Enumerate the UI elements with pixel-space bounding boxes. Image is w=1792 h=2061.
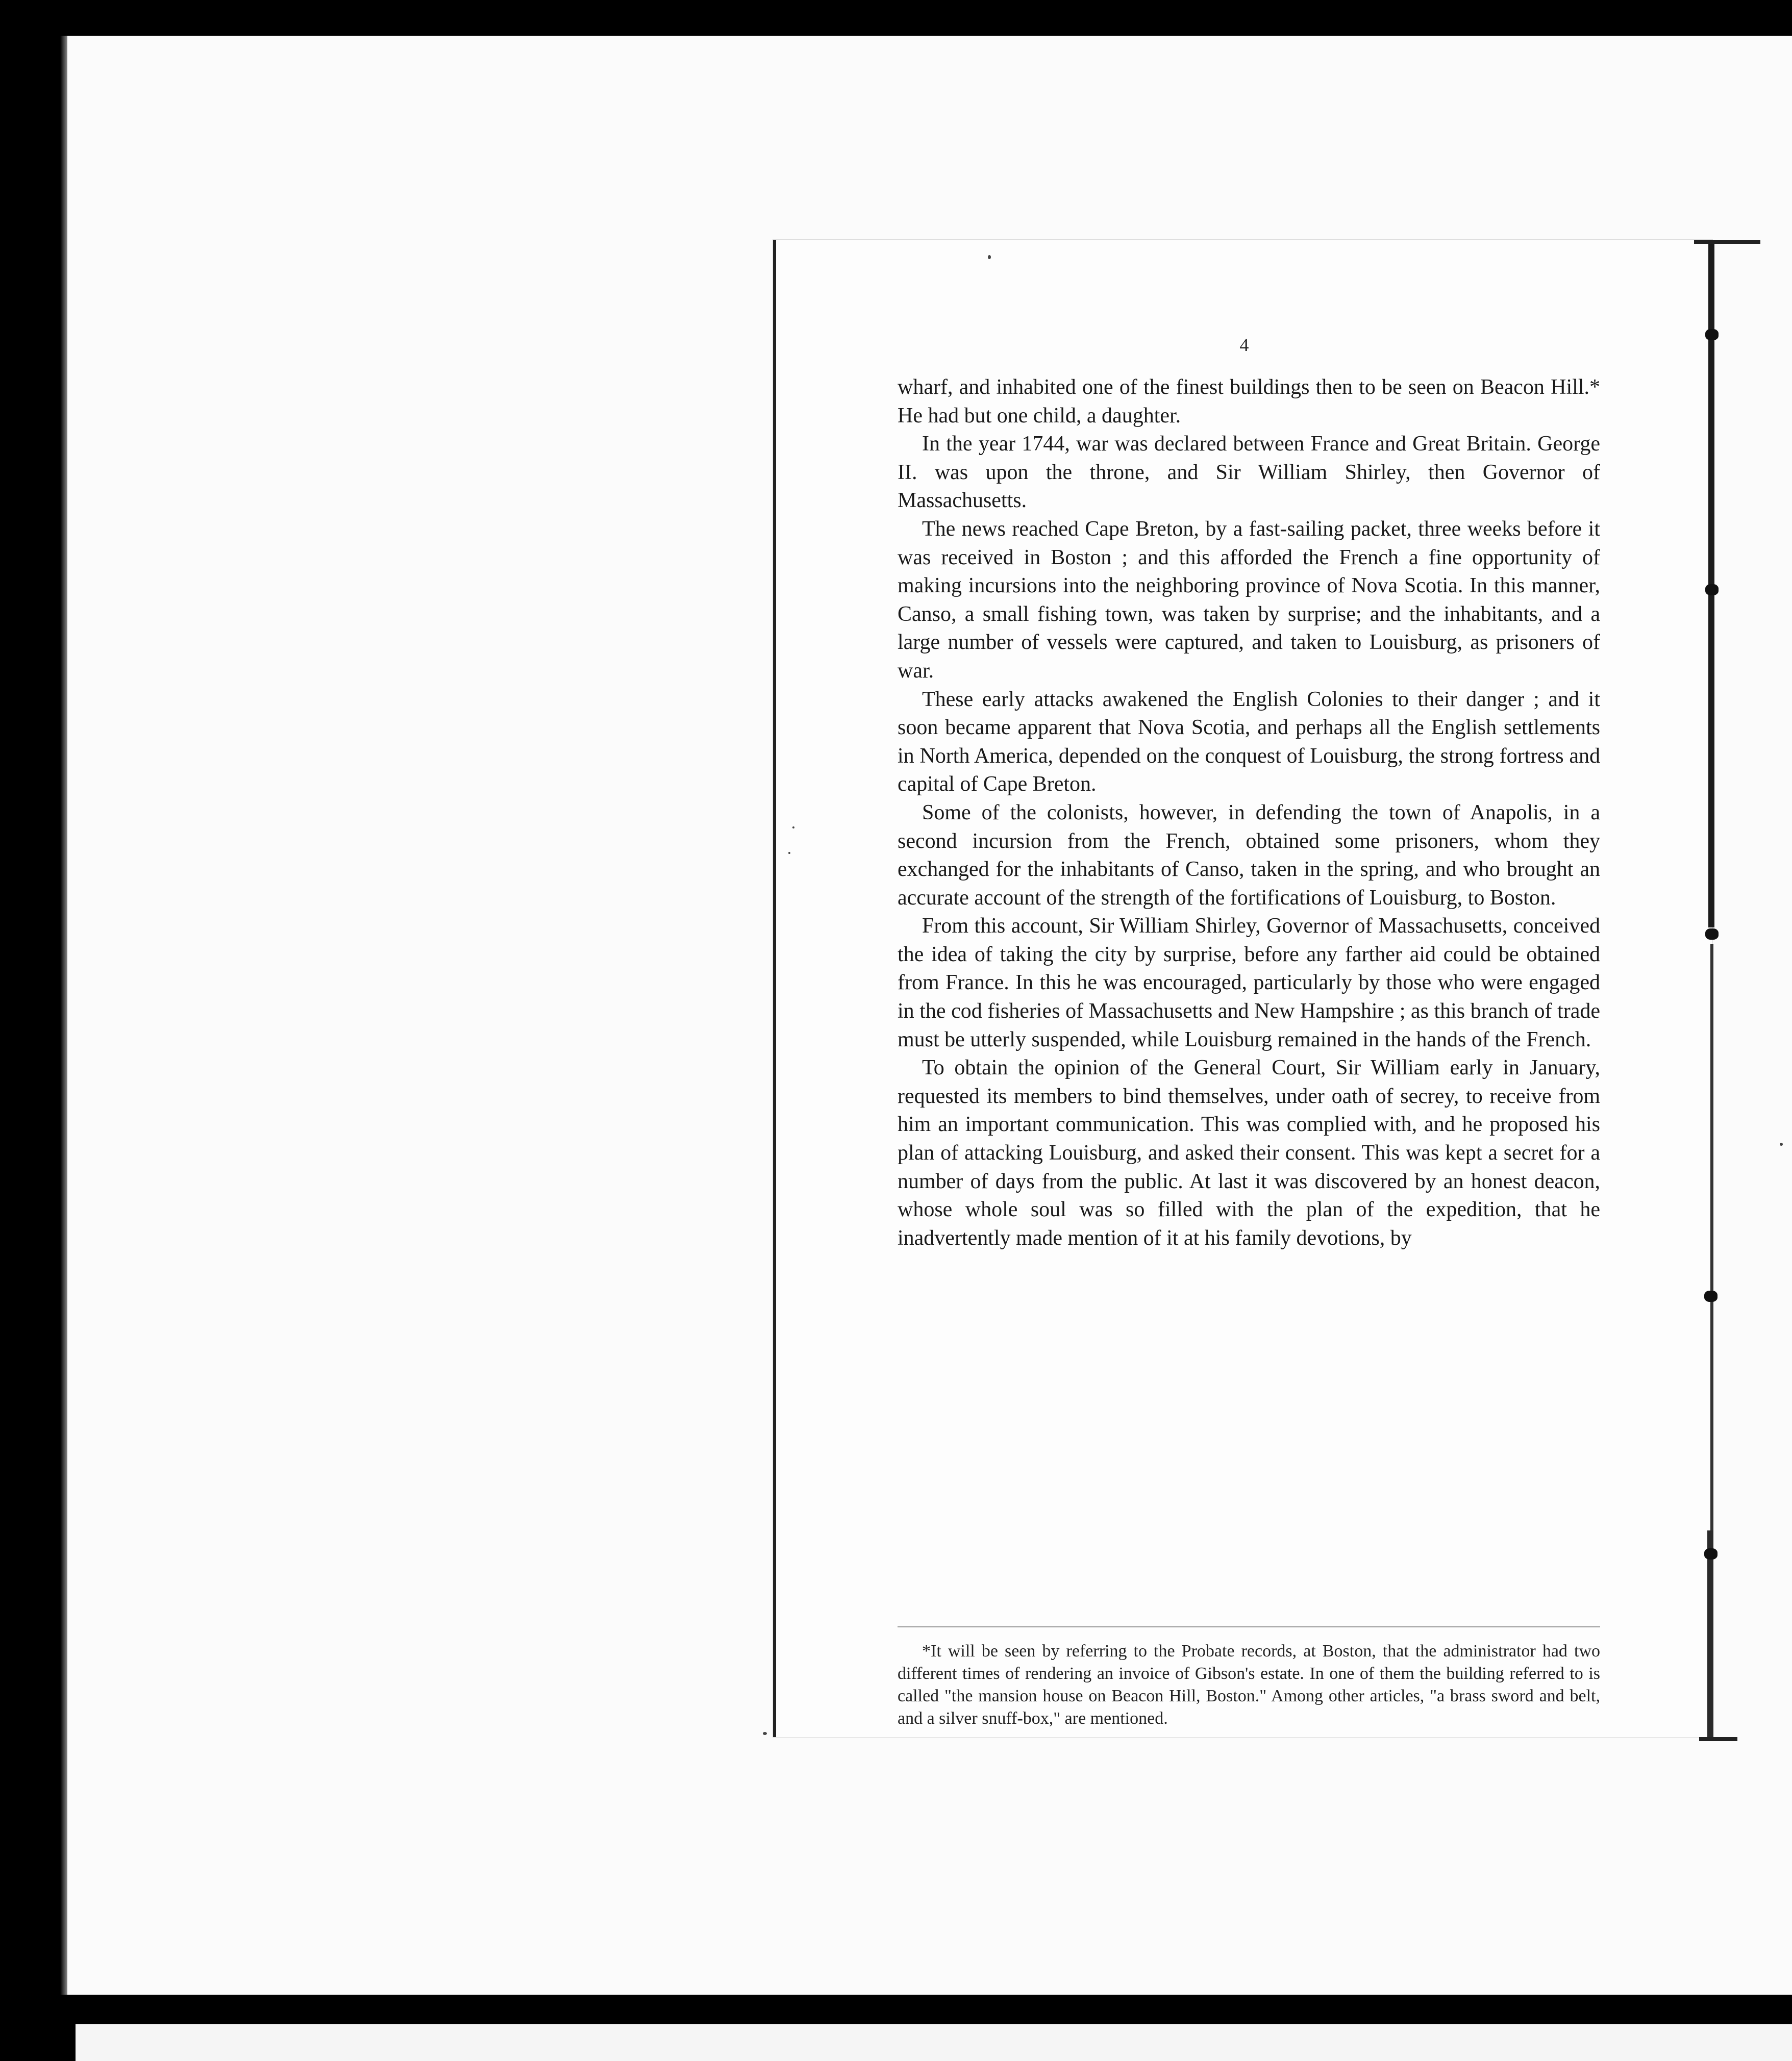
film-edge-left (60, 36, 67, 1995)
book-page (773, 240, 1712, 1737)
scan-speck (1780, 1143, 1783, 1146)
footnote-divider (898, 1626, 1600, 1627)
page-number: 4 (1239, 335, 1249, 355)
film-edge-bottom (76, 2024, 1792, 2061)
paragraph: From this account, Sir William Shirley, Governor of Massachusetts, conceived the idea of taking the city by surprise, before any farther aid could be obtained from France. In this he was encouraged, particularly by those who were engaged in the cod fisheries of Massachusetts and New Hampshire ; as this branch of trade must be utterly suspended, while Louisburg remained in the hands of the French. (898, 914, 1600, 1051)
footnote (898, 1640, 1600, 1730)
binding-spine (1710, 944, 1713, 1530)
scan-speck (763, 1732, 767, 1735)
paragraph: The news reached Cape Breton, by a fast-sailing packet, three weeks before it was received in Boston ; and this afforded the French a fine opportunity of making incursions into the neighboring province of Nova Scotia. In this manner, Canso, a small fishing town, was taken by surprise; and the inhabitants, and a large number of vessels were captured, and taken to Louisburg, as prisoners of war. (898, 517, 1600, 683)
page-binding-edge (1699, 240, 1725, 1742)
paragraph: To obtain the opinion of the General Court, Sir William early in January, requested its members to bind themselves, under oath of secrey, to receive from him an important communication. This was complied with, and he proposed his plan of attacking Louisburg, and asked their consent. This was kept a secret for a number of days from the public. At last it was discovered by an honest deacon, whose whole soul was so filled with the plan of the expedition, that he inadvertently made mention of it at his family devotions, by (898, 1056, 1600, 1250)
scan-speck (988, 255, 991, 259)
binding-knot (1704, 1291, 1718, 1302)
binding-top (1694, 240, 1760, 244)
paragraph: wharf, and inhabited one of the finest buildings then to be seen on Beacon Hill.* He had but one child, a daughter. (898, 375, 1600, 428)
scan-speck (792, 826, 794, 828)
binding-knot (1704, 1548, 1718, 1560)
binding-knot (1705, 584, 1719, 595)
binding-knot (1705, 329, 1719, 340)
paragraph: In the year 1744, war was declared between France and Great Britain. George II. was upon the throne, and Sir William Shirley, then Governor of Massachusetts. (898, 432, 1600, 513)
binding-spine (1707, 1530, 1713, 1740)
scan-speck (788, 852, 790, 854)
footnote-text: *It will be seen by referring to the Probate records, at Boston, that the administrator had two different times of rendering an invoice of Gibson's estate. In one of them the building referred to is called "the mansion house on Beacon Hill, Boston." Among other articles, "a brass sword and belt, and a silver snuff-box," are mentioned. (898, 1642, 1600, 1728)
page-body (898, 373, 1600, 1252)
paragraph: Some of the colonists, however, in defending the town of Anapolis, in a second incursion from the French, obtained some prisoners, whom they exchanged for the inhabitants of Canso, taken in the spring, and who brought an accurate account of the strength of the fortifications of Louisburg, to Boston. (898, 800, 1600, 910)
binding-bottom (1699, 1737, 1737, 1741)
binding-knot (1705, 928, 1719, 940)
paragraph: These early attacks awakened the English Colonies to their danger ; and it soon became apparent that Nova Scotia, and perhaps all the English settlements in North America, depended on the conquest of Louisburg, the strong fortress and capital of Cape Breton. (898, 687, 1600, 796)
